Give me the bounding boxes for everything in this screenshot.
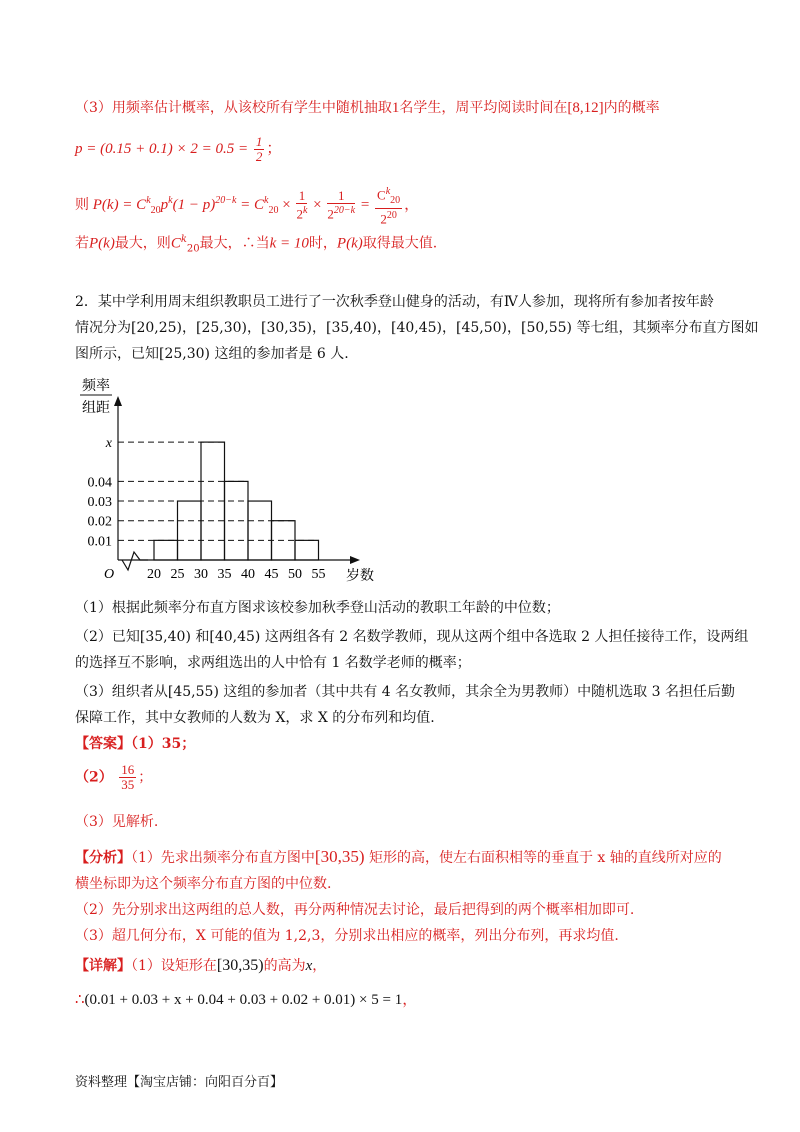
x-tick-label: 40 xyxy=(241,567,255,582)
x-tick-label: 25 xyxy=(170,567,185,582)
answer-line3: （3）见解析. xyxy=(75,814,159,830)
axis-break xyxy=(122,552,148,570)
ylabel-bottom: 组距 xyxy=(82,401,110,416)
histogram-bar xyxy=(178,501,202,560)
analysis-line3: （2）先分别求出这两组的总人数，再分两种情况去讨论，最后把得到的两个概率相加即可. xyxy=(75,902,635,918)
y-tick-label: x xyxy=(105,436,112,452)
y-tick-label: 0.03 xyxy=(87,495,112,511)
max-line: 若P(k)最大，则$C^k_{20}$最大，∴当k = 10时，P(k)取得最大值. xyxy=(75,234,438,255)
answer-line2: （2） $\frac{16}{35}$ ； xyxy=(75,762,153,792)
x-tick-label: 45 xyxy=(264,567,279,582)
detail-line2: ∴(0.01 + 0.03 + x + 0.04 + 0.03 + 0.02 + 0.01) × 5 = 1， xyxy=(75,992,418,1008)
q2-line1: 2．某中学利用周末组织教职员工进行了一次秋季登山健身的活动，有Ⅳ人参加，现将所有参加者按年龄 xyxy=(75,294,714,310)
histogram-bar xyxy=(248,501,272,560)
analysis-line2: 横坐标即为这个频率分布直方图的中位数. xyxy=(75,876,332,892)
answer-line1: 【答案】（1）35； xyxy=(75,736,196,752)
x-axis-arrow xyxy=(350,556,360,564)
analysis-line1: 【分析】（1）先求出频率分布直方图中[30,35) 矩形的高，使左右面积相等的垂直于 x 轴的直线所对应的 xyxy=(75,847,722,866)
x-tick-label: 50 xyxy=(288,567,302,582)
analysis-line4: （3）超几何分布，X 可能的值为 1,2,3，分别求出相应的概率，列出分布列，再求均值. xyxy=(75,928,619,944)
pk-equation: 则 $P(k) = C^k_{20}p^k(1 - p)^{20-k} = C^k_{20}$ × $\frac{1}{2^k}$ × $\frac{1}{2^{20-k}}$ = $\frac{C^k_{20}}{2^{20}}$ ， xyxy=(75,186,420,227)
q2-sub2a: （2）已知[35,40) 和[40,45) 这两组各有 2 名数学教师，现从这两个组中各选取 2 人担任接待工作，设两组 xyxy=(75,629,749,645)
x-tick-label: 55 xyxy=(311,567,326,582)
q2-sub3a: （3）组织者从[45,55) 这组的参加者（其中共有 4 名女教师，其余全为男教师）中随机选取 3 名担任后勤 xyxy=(75,684,735,700)
frequency-histogram xyxy=(70,370,430,595)
q2-sub1: （1）根据此频率分布直方图求该校参加秋季登山活动的教职工年龄的中位数； xyxy=(75,600,560,616)
detail-line1: 【详解】（1）设矩形在[30,35)的高为x， xyxy=(75,957,327,974)
q2-line3: 图所示，已知[25,30) 这组的参加者是 6 人. xyxy=(75,346,349,362)
y-axis-arrow xyxy=(114,396,122,406)
y-tick-label: 0.04 xyxy=(87,475,112,491)
q2-line2: 情况分为[20,25)，[25,30)，[30,35)，[35,40)，[40,45)，[45,50)，[50,55) 等七组，其频率分布直方图如 xyxy=(75,320,759,336)
q2-sub2b: 的选择互不影响，求两组选出的人中恰有 1 名数学老师的概率； xyxy=(75,655,471,671)
histogram-bar xyxy=(295,540,319,560)
xlabel: 岁数 xyxy=(346,569,374,584)
x-tick-label: 20 xyxy=(147,567,161,582)
x-tick-label: 30 xyxy=(194,567,208,582)
prev-q3-line: （3）用频率估计概率，从该校所有学生中随机抽取1名学生，周平均阅读时间在[8,12]内的概率 xyxy=(75,100,660,116)
y-tick-label: 0.01 xyxy=(87,534,112,550)
ylabel-top: 频率 xyxy=(82,379,110,394)
page-footer: 资料整理【淘宝店铺：向阳百分百】 xyxy=(75,1075,284,1090)
y-tick-label: 0.02 xyxy=(87,514,112,530)
p-equation: p = (0.15 + 0.1) × 2 = 0.5 = $\frac{1}{2}$ ； xyxy=(75,134,282,164)
q2-sub3b: 保障工作，其中女教师的人数为 X，求 X 的分布列和均值. xyxy=(75,710,435,726)
histogram-bar xyxy=(154,540,178,560)
origin-label: O xyxy=(104,567,115,582)
x-tick-label: 35 xyxy=(217,567,232,582)
